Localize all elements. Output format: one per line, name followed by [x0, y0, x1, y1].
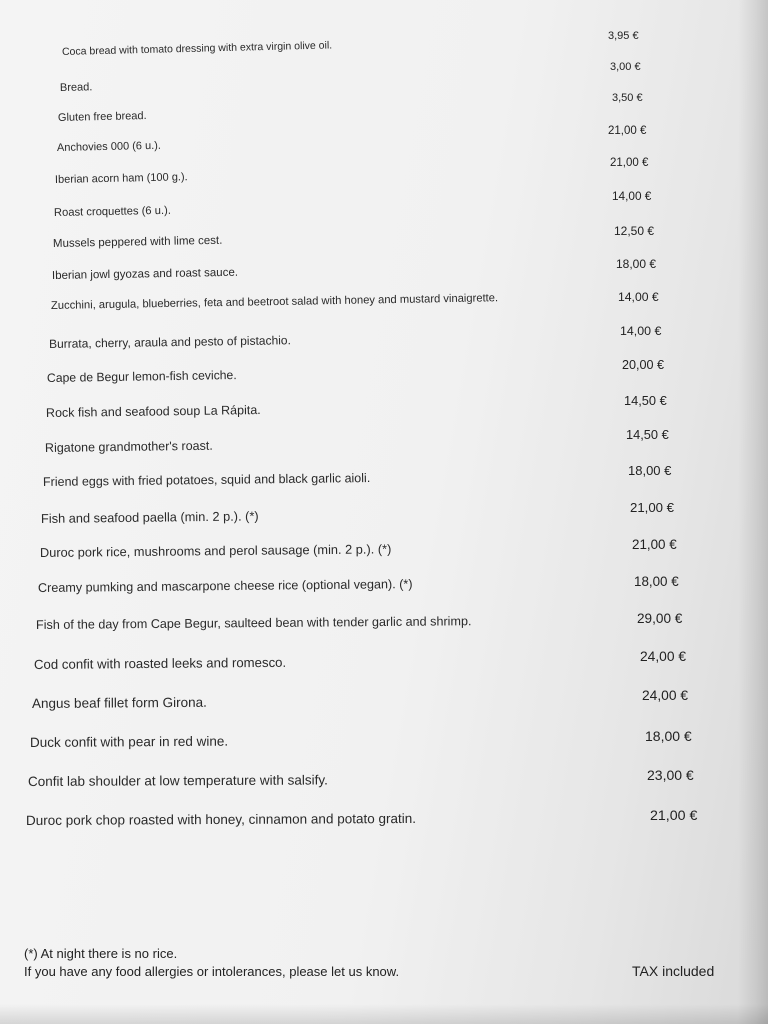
dish-name: Mussels peppered with lime cest. [52, 234, 223, 250]
dish-name: Bread. [59, 81, 93, 94]
dish-price: 14,50 € [624, 393, 667, 408]
dish-price: 21,00 € [608, 125, 647, 137]
dish-name: Friend eggs with fried potatoes, squid and black garlic aioli. [42, 471, 371, 489]
dish-name: Gluten free bread. [57, 109, 147, 124]
dish-price: 24,00 € [640, 649, 687, 664]
dish-name: Duroc pork rice, mushrooms and perol sausage (min. 2 p.). (*) [39, 541, 392, 560]
dish-price: 29,00 € [637, 611, 683, 626]
dish-name: Coca bread with tomato dressing with extra virgin olive oil. [61, 39, 333, 58]
footnote-allergies: If you have any food allergies or intolerances, please let us know. [24, 964, 400, 979]
dish-name: Fish and seafood paella (min. 2 p.). (*) [40, 508, 259, 526]
page-edge-shadow [738, 0, 768, 1024]
dish-price: 18,00 € [645, 728, 692, 744]
dish-price: 18,00 € [616, 257, 657, 271]
dish-price: 21,00 € [610, 157, 649, 169]
dish-price: 21,00 € [630, 500, 674, 515]
dish-price: 14,50 € [626, 427, 669, 442]
dish-name: Angus beaf fillet form Girona. [31, 694, 207, 711]
dish-name: Creamy pumking and mascarpone cheese rice (optional vegan). (*) [37, 577, 413, 595]
dish-name: Duroc pork chop roasted with honey, cinnamon and potato gratin. [25, 810, 417, 828]
dish-name: Cod confit with roasted leeks and romesco. [33, 654, 287, 672]
dish-name: Duck confit with pear in red wine. [29, 733, 229, 750]
dish-name: Confit lab shoulder at low temperature with salsify. [27, 772, 328, 789]
dish-price: 18,00 € [634, 574, 679, 589]
dish-price: 3,00 € [610, 61, 641, 73]
dish-name: Rock fish and seafood soup La Rápita. [45, 403, 261, 420]
page-bottom-shadow [0, 1004, 768, 1024]
dish-name: Cape de Begur lemon-fish ceviche. [46, 368, 237, 385]
dish-price: 18,00 € [628, 463, 672, 478]
dish-name: Iberian jowl gyozas and roast sauce. [51, 266, 239, 282]
dish-name: Anchovies 000 (6 u.). [56, 139, 162, 154]
dish-name: Fish of the day from Cape Begur, saulteed bean with tender garlic and shrimp. [35, 614, 472, 632]
tax-included-note: TAX included [632, 963, 715, 979]
dish-price: 20,00 € [622, 358, 665, 372]
dish-price: 12,50 € [614, 224, 655, 238]
dish-name: Burrata, cherry, araula and pesto of pistachio. [48, 333, 292, 351]
dish-name: Rigatone grandmother's roast. [44, 438, 213, 455]
dish-name: Roast croquettes (6 u.). [53, 204, 171, 219]
dish-name: Iberian acorn ham (100 g.). [54, 171, 188, 186]
dish-price: 14,00 € [620, 324, 662, 338]
dish-price: 24,00 € [642, 688, 689, 703]
dish-price: 14,00 € [618, 290, 659, 304]
dish-name: Zucchini, arugula, blueberries, feta and beetroot salad with honey and mustard vinaigrette. [50, 292, 499, 312]
dish-price: 21,00 € [632, 537, 677, 552]
dish-price: 3,95 € [608, 30, 639, 42]
dish-price: 23,00 € [647, 767, 694, 783]
dish-price: 21,00 € [650, 808, 698, 824]
dish-price: 14,00 € [612, 189, 652, 203]
dish-price: 3,50 € [612, 92, 643, 104]
footnote-rice: (*) At night there is no rice. [24, 946, 178, 961]
